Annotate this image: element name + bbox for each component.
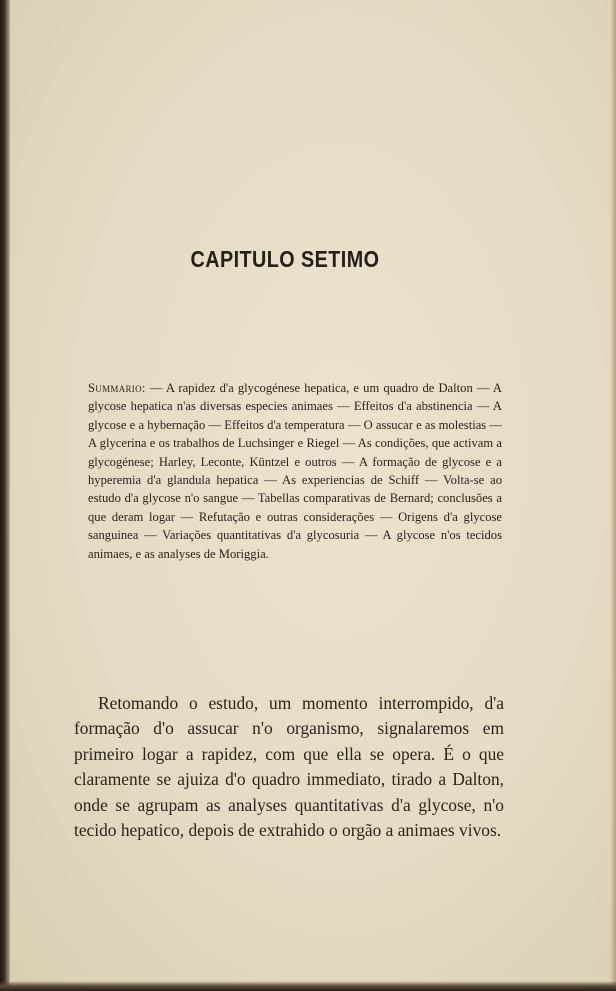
body-paragraph: Retomando o estudo, um momento interrompido, d'a formação d'o assucar n'o organismo, signalaremos em primeiro logar a rapidez, com que ella se opera. É o que claramente se ajuiza d'o quadro immediato, tirado a Dalton, onde se agrupam as analyses quantitativas d'a glycose, n'o tecido hepatico, depois de extrahido o orgão a animaes vivos.	[74, 693, 504, 841]
summary-text: — A rapidez d'a glycogénese hepatica, e um quadro de Dalton — A glycose hepatica n'as diversas especies animaes — Effeitos d'a abstinencia — A glycose e a hybernação — Effeitos d'a temperatura — O assucar e as molestias — A glycerina e os trabalhos de Luchsinger e Riegel — As condições, que activam a glycogénese; Harley, Leconte, Küntzel e outros — A formação de glycose e a hyperemia d'a glandula hepatica — As experiencias de Schiff — Volta-se ao estudo d'a glycose n'o sangue — Tabellas comparativas de Bernard; conclusões a que deram logar — Refutação e outras considerações — Origens d'a glycose sanguinea — Variações quantitativas d'a glycosuria — A glycose n'os tecidos animaes, e as analyses de Moriggia.	[88, 381, 502, 561]
chapter-summary	[88, 379, 502, 563]
chapter-title: CAPITULO SETIMO	[190, 246, 380, 272]
summary-label: Summario:	[88, 381, 146, 395]
page-edge-right	[610, 0, 616, 991]
page-binding-shadow	[0, 0, 10, 991]
page-edge-bottom	[0, 981, 616, 991]
